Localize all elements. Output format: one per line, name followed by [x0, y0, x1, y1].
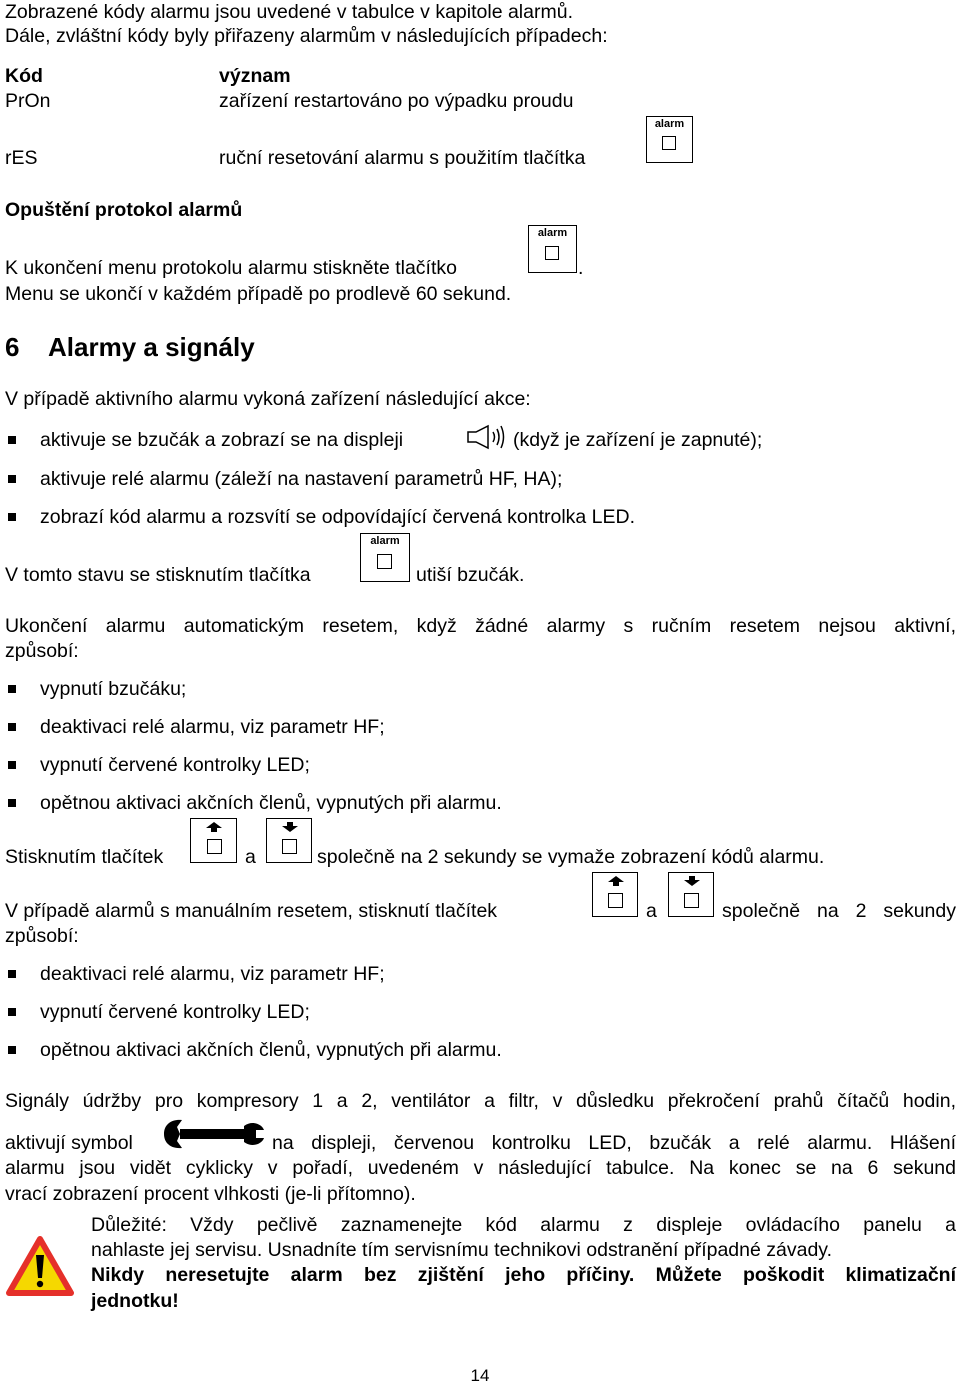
press-text-a: Stisknutím tlačítek [5, 846, 164, 868]
table-row-code: PrOn [5, 90, 51, 112]
press-text-and: a [245, 846, 256, 868]
maint-line-1: Signály údržby pro kompresory 1 a 2, ventilátor a filtr, v důsledku překročení prahů čítačů hodin, [5, 1090, 956, 1112]
silence-text-b: utiší bzučák. [416, 564, 525, 586]
warning-note [91, 1212, 956, 1314]
table-header-code: Kód [5, 65, 43, 87]
bullet-marker [8, 436, 16, 444]
exit-line-2: Menu se ukončí v každém případě po prodlevě 60 sekund. [5, 283, 512, 305]
list-item: deaktivaci relé alarmu, viz parametr HF; [40, 963, 385, 985]
maint-line-4: vrací zobrazení procent vlhkosti (je-li přítomno). [5, 1183, 416, 1205]
warning-icon [6, 1236, 74, 1296]
down-key-icon [266, 818, 312, 863]
intro-line-1: Zobrazené kódy alarmu jsou uvedené v tabulce v kapitole alarmů. [5, 1, 573, 23]
list-item-tail: (když je zařízení je zapnuté); [513, 429, 763, 451]
list-item: opětnou aktivaci akčních členů, vypnutých při alarmu. [40, 792, 502, 814]
key-square [282, 839, 297, 854]
note-bold-line-2: jednotku! [91, 1290, 179, 1312]
table-row-code: rES [5, 147, 38, 169]
table-row-meaning: zařízení restartováno po výpadku proudu [219, 90, 574, 112]
down-arrow-icon [282, 822, 298, 832]
section-title: Alarmy a signály [48, 332, 255, 362]
list-item: vypnutí červené kontrolky LED; [40, 754, 310, 776]
exit-heading: Opuštění protokol alarmů [5, 199, 243, 221]
bullet-marker [8, 723, 16, 731]
maint-line-2a: aktivují symbol [5, 1132, 133, 1154]
auto-reset-line-1: Ukončení alarmu automatickým resetem, když žádné alarmy s ručním resetem nejsou aktivní, [5, 615, 956, 637]
section-intro: V případě aktivního alarmu vykoná zařízení následující akce: [5, 388, 531, 410]
down-arrow-icon [684, 876, 700, 886]
silence-text-a: V tomto stavu se stisknutím tlačítka [5, 564, 311, 586]
alarm-key-icon [646, 116, 693, 163]
bullet-marker [8, 475, 16, 483]
key-square [377, 554, 392, 569]
section-number: 6 [5, 332, 20, 362]
bullet-marker [8, 799, 16, 807]
alarm-key-label: alarm [654, 118, 685, 130]
bullet-marker [8, 1046, 16, 1054]
page-number: 14 [470, 1366, 490, 1385]
note-bold-line-1: Nikdy neresetujte alarm bez zjištění jeho příčiny. Můžete poškodit klimatizační [91, 1264, 956, 1286]
buzzer-icon [466, 424, 506, 450]
key-square [545, 246, 559, 260]
manual-text-b: společně na 2 sekundy [722, 900, 956, 922]
manual-text-and: a [646, 900, 657, 922]
note-line-1: Důležité: Vždy pečlivě zaznamenejte kód alarmu z displeje ovládacího panelu a [91, 1214, 956, 1236]
list-item: aktivuje relé alarmu (záleží na nastavení parametrů HF, HA); [40, 468, 563, 490]
key-square [207, 839, 222, 854]
press-text-b: společně na 2 sekundy se vymaže zobrazení kódů alarmu. [317, 846, 825, 868]
alarm-key-label: alarm [537, 227, 568, 239]
table-row-meaning: ruční resetování alarmu s použitím tlačítka [219, 147, 586, 169]
up-arrow-icon [206, 822, 222, 832]
list-item: vypnutí bzučáku; [40, 678, 187, 700]
exit-line-1: K ukončení menu protokolu alarmu stiskněte tlačítko [5, 257, 457, 279]
alarm-key-label: alarm [370, 535, 400, 547]
list-item: deaktivaci relé alarmu, viz parametr HF; [40, 716, 385, 738]
key-square [662, 136, 676, 150]
alarm-key-icon [528, 225, 577, 273]
manual-text-a: V případě alarmů s manuálním resetem, stisknutí tlačítek [5, 900, 498, 922]
up-key-icon [190, 818, 237, 863]
bullet-marker [8, 685, 16, 693]
list-item: vypnutí červené kontrolky LED; [40, 1001, 310, 1023]
intro-line-2: Dále, zvláštní kódy byly přiřazeny alarmům v následujících případech: [5, 25, 608, 47]
list-item: opětnou aktivaci akčních členů, vypnutých při alarmu. [40, 1039, 502, 1061]
maint-line-2b: na displeji, červenou kontrolku LED, bzučák a relé alarmu. Hlášení [272, 1132, 956, 1154]
down-key-icon [668, 872, 714, 917]
manual-line-2: způsobí: [5, 925, 79, 947]
key-square [608, 893, 623, 908]
table-header-meaning: význam [219, 65, 291, 87]
bullet-marker [8, 970, 16, 978]
list-item: zobrazí kód alarmu a rozsvítí se odpovídající červená kontrolka LED. [40, 506, 636, 528]
key-square [684, 893, 699, 908]
up-key-icon [592, 872, 638, 917]
wrench-icon [160, 1118, 266, 1150]
auto-reset-line-2: způsobí: [5, 640, 79, 662]
bullet-marker [8, 761, 16, 769]
bullet-marker [8, 513, 16, 521]
alarm-key-icon [360, 533, 410, 582]
list-item: aktivuje se bzučák a zobrazí se na displeji [40, 429, 404, 451]
up-arrow-icon [608, 876, 624, 886]
bullet-marker [8, 1008, 16, 1016]
maint-line-3: alarmu jsou vidět cyklicky v pořadí, uvedeném v následující tabulce. Na konec se na 6 sekund [5, 1157, 956, 1179]
exit-line-1-end: . [578, 257, 584, 279]
note-line-2: nahlaste jej servisu. Usnadníte tím servisnímu technikovi odstranění případné závady. [91, 1239, 833, 1261]
